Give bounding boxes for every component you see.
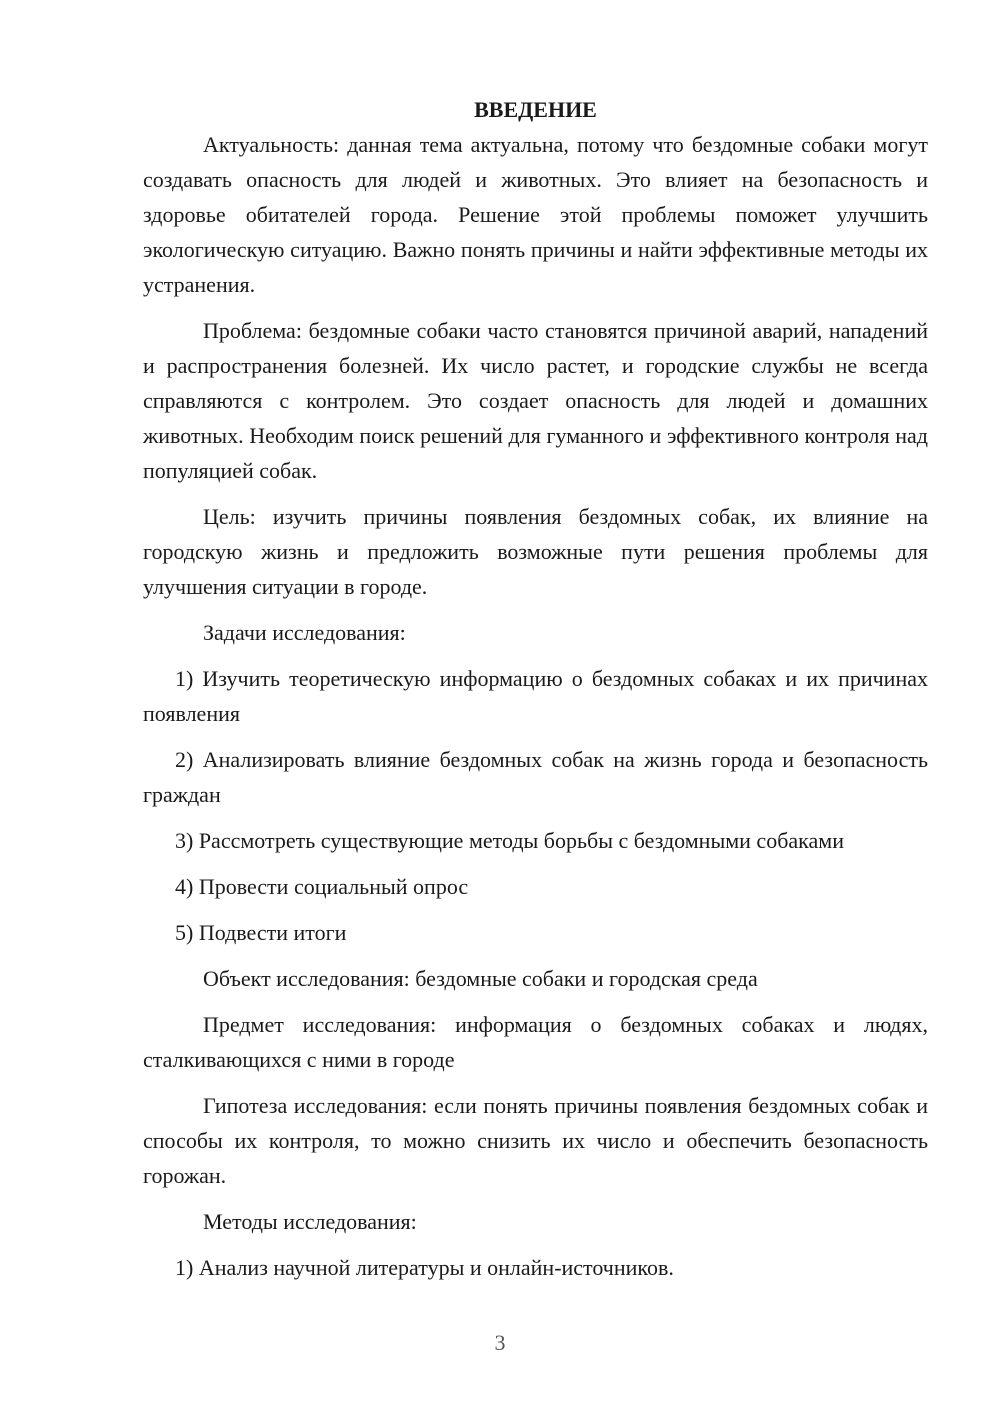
method-item-1: 1) Анализ научной литературы и онлайн-источников. (175, 1255, 674, 1280)
document-page (143, 92, 928, 1285)
object-paragraph: Объект исследования: бездомные собаки и городская среда (203, 966, 758, 991)
relevance-paragraph: Актуальность: данная тема актуальна, потому что бездомные собаки могут создавать опасность для людей и животных. Это влияет на безопасность и здоровье обитателей города. Решение этой проблемы поможет улучшить экологическую ситуацию. Важно понять причины и найти эффективные методы их устранения. (143, 132, 928, 297)
tasks-heading: Задачи исследования: (203, 620, 406, 645)
task-item-5: 5) Подвести итоги (175, 920, 347, 945)
problem-paragraph: Проблема: бездомные собаки часто становятся причиной аварий, нападений и распространения болезней. Их число растет, и городские службы не всегда справляются с контролем. Это создает опасность для людей и домашних животных. Необходим поиск решений для гуманного и эффективного контроля над популяцией собак. (143, 318, 928, 483)
task-item-4: 4) Провести социальный опрос (175, 874, 469, 899)
goal-paragraph: Цель: изучить причины появления бездомных собак, их влияние на городскую жизнь и предложить возможные пути решения проблемы для улучшения ситуации в городе. (143, 504, 928, 599)
task-item-3: 3) Рассмотреть существующие методы борьбы с бездомными собаками (175, 828, 844, 853)
methods-heading: Методы исследования: (203, 1209, 417, 1234)
task-item-1: 1) Изучить теоретическую информацию о бездомных собаках и их причинах появления (143, 666, 928, 726)
section-title: ВВЕДЕНИЕ (474, 97, 597, 122)
page-number: 3 (494, 1330, 506, 1355)
subject-paragraph: Предмет исследования: информация о бездомных собаках и людях, сталкивающихся с ними в городе (143, 1012, 928, 1072)
task-item-2: 2) Анализировать влияние бездомных собак на жизнь города и безопасность граждан (143, 747, 928, 807)
hypothesis-paragraph: Гипотеза исследования: если понять причины появления бездомных собак и способы их контроля, то можно снизить их число и обеспечить безопасность горожан. (143, 1093, 928, 1188)
